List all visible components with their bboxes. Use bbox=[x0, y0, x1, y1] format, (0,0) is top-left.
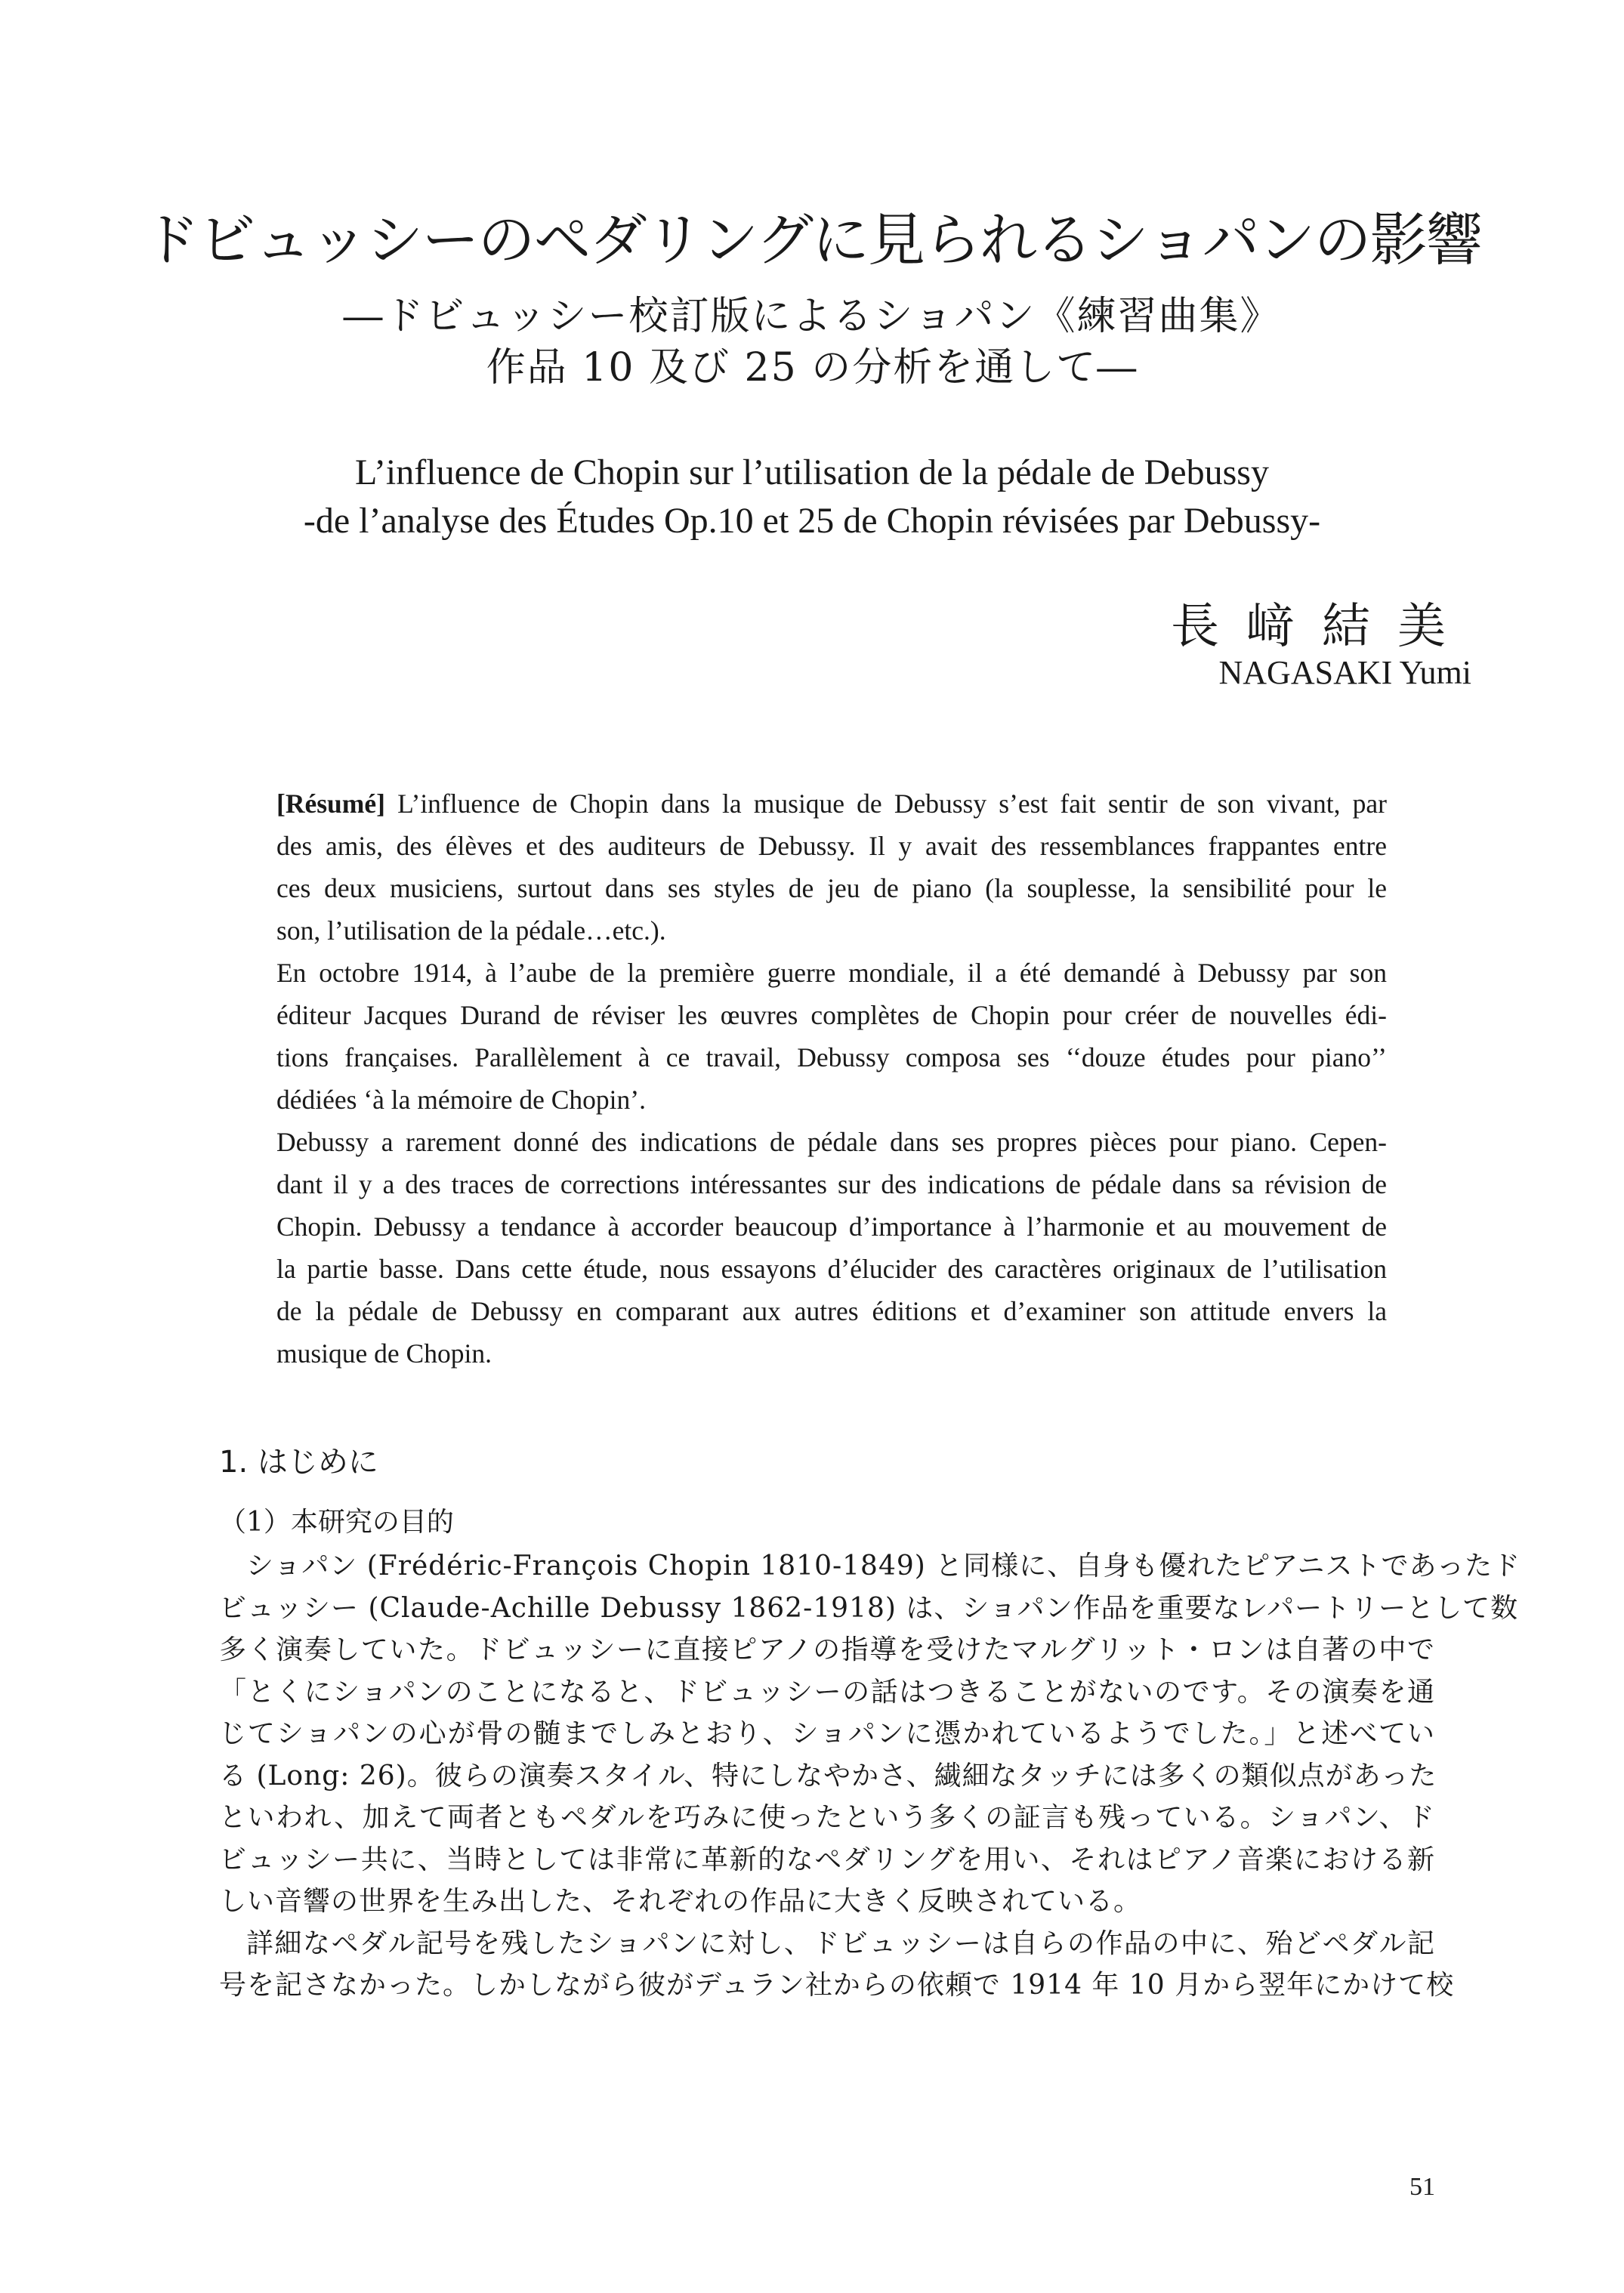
resume-line: musique de Chopin. bbox=[276, 1338, 492, 1369]
resume-line: de la pédale de Debussy en comparant aux autres éditions et d’examiner son attitude envers la bbox=[276, 1296, 1387, 1326]
resume-line: son, l’utilisation de la pédale…etc.). bbox=[276, 915, 666, 946]
author-name-japanese: 長﨑結美 bbox=[1171, 599, 1473, 655]
japanese-subtitle-line-2: 作品 10 及び 25 の分析を通して― bbox=[486, 345, 1138, 390]
body-line: 多く演奏していた。ドビュッシーに直接ピアノの指導を受けたマルグリット・ロンは自著の中で bbox=[219, 1634, 1435, 1665]
body-line: ショパン (Frédéric-François Chopin 1810-1849) と同様に、自身も優れたピアニストであったド bbox=[246, 1551, 1521, 1582]
body-line: 詳細なペダル記号を残したショパンに対し、ドビュッシーは自らの作品の中に、殆どペダル記 bbox=[246, 1927, 1435, 1959]
body-line: といわれ、加えて両者ともペダルを巧みに使ったという多くの証言も残っている。ショパン、ド bbox=[219, 1802, 1435, 1833]
japanese-title: ドビュッシーのペダリングに見られるショパンの影響 bbox=[142, 206, 1482, 273]
french-title-line-2: -de l’analyse des Études Op.10 et 25 de Chopin révisées par Debussy- bbox=[303, 501, 1321, 541]
body-line: 「とくにショパンのことになると、ドビュッシーの話はつきることがないのです。その演奏を通 bbox=[219, 1676, 1435, 1708]
japanese-subtitle-line-1: ―ドビュッシー校訂版によるショパン《練習曲集》 bbox=[343, 294, 1281, 339]
body-line: ビュッシー共に、当時としては非常に革新的なペダリングを用い、それはピアノ音楽における新 bbox=[219, 1844, 1435, 1875]
resume-line: ces deux musiciens, surtout dans ses styles de jeu de piano (la souplesse, la sensibilité pour le bbox=[276, 873, 1387, 903]
resume-line: des amis, des élèves et des auditeurs de Debussy. Il y avait des ressemblances frappantes entre bbox=[276, 831, 1387, 861]
body-line: しい音響の世界を生み出した、それぞれの作品に大きく反映されている。 bbox=[219, 1886, 1142, 1917]
author-name-romanized: NAGASAKI Yumi bbox=[1218, 654, 1471, 691]
body-line: じてショパンの心が骨の髄までしみとおり、ショパンに憑かれているようでした。」と述べてい bbox=[219, 1718, 1435, 1749]
resume-line: Debussy a rarement donné des indications de pédale dans ses propres pièces pour piano. Cepen- bbox=[276, 1127, 1387, 1157]
page-number: 51 bbox=[1409, 2173, 1435, 2201]
french-title-line-1: L’influence de Chopin sur l’utilisation de la pédale de Debussy bbox=[355, 452, 1269, 492]
resume-abstract bbox=[276, 782, 1387, 1375]
body-text bbox=[219, 1545, 1521, 2007]
body-line: ビュッシー (Claude-Achille Debussy 1862-1918) は、ショパン作品を重要なレパートリーとして数 bbox=[219, 1592, 1519, 1624]
resume-line: Chopin. Debussy a tendance à accorder beaucoup d’importance à l’harmonie et au mouvement de bbox=[276, 1211, 1387, 1242]
resume-label: [Résumé] bbox=[276, 789, 385, 819]
resume-line: dédiées ‘à la mémoire de Chopin’. bbox=[276, 1085, 646, 1115]
body-line: 号を記さなかった。しかしながら彼がデュラン社からの依頼で 1914 年 10 月から翌年にかけて校 bbox=[219, 1970, 1455, 2001]
resume-line: dant il y a des traces de corrections intéressantes sur des indications de pédale dans sa révision de bbox=[276, 1169, 1387, 1199]
resume-line: la partie basse. Dans cette étude, nous essayons d’élucider des caractères originaux de l’utilisation bbox=[276, 1254, 1387, 1284]
resume-line: éditeur Jacques Durand de réviser les œuvres complètes de Chopin pour créer de nouvelles édi- bbox=[276, 1000, 1387, 1030]
section-heading: 1. はじめに bbox=[219, 1445, 378, 1480]
resume-line: En octobre 1914, à l’aube de la première guerre mondiale, il a été demandé à Debussy par son bbox=[276, 958, 1387, 988]
resume-line: [Résumé] L’influence de Chopin dans la musique de Debussy s’est fait sentir de son vivant, par bbox=[276, 789, 1387, 819]
resume-line: tions françaises. Parallèlement à ce travail, Debussy composa ses ‘‘douze études pour piano’’ bbox=[276, 1042, 1387, 1072]
subsection-heading: （1）本研究の目的 bbox=[219, 1507, 454, 1538]
body-line: る (Long: 26)。彼らの演奏スタイル、特にしなやかさ、繊細なタッチには多くの類似点があった bbox=[219, 1760, 1437, 1792]
